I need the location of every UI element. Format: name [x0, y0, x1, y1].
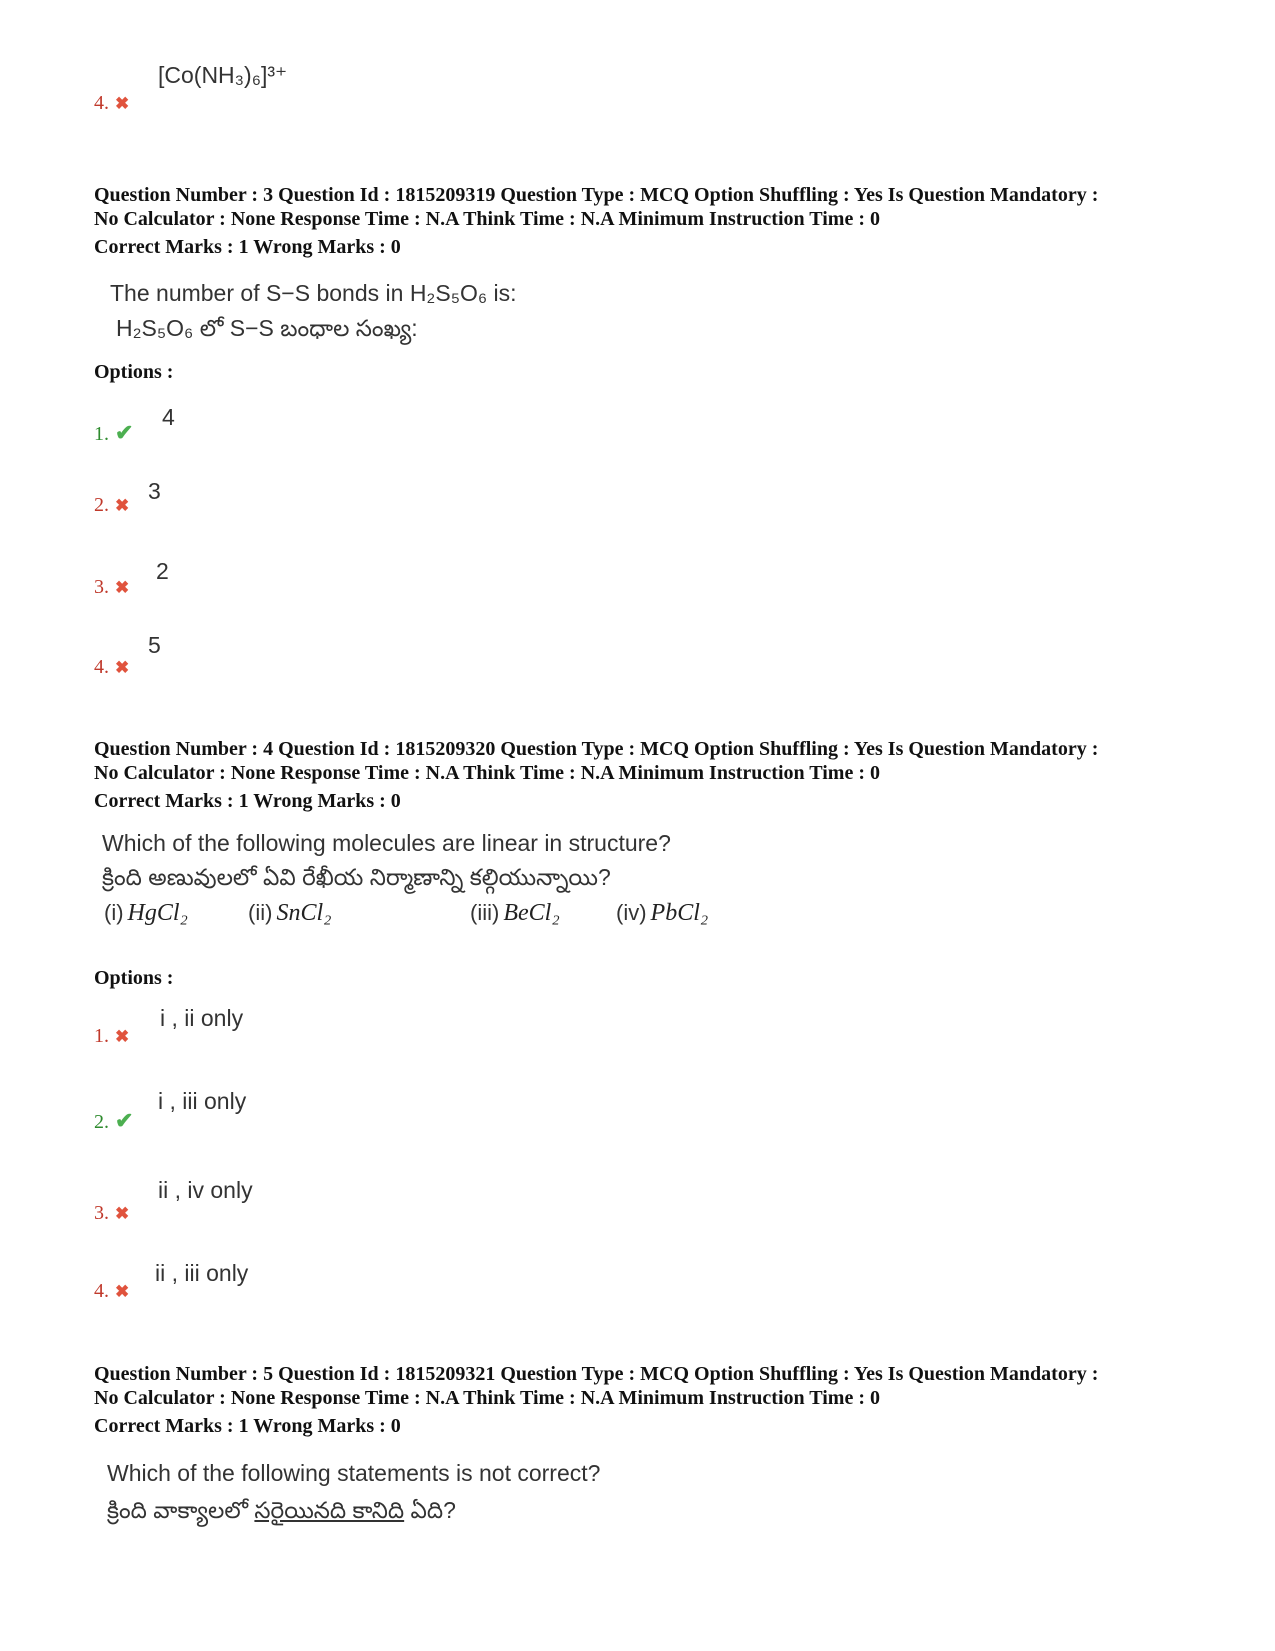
correct-check-icon: ✔ [115, 420, 134, 445]
question-5-text-english: Which of the following statements is not correct? [107, 1460, 601, 1486]
question-4-options-heading: Options : [94, 967, 174, 989]
question-4-option-2-number [94, 1108, 133, 1134]
question-4-meta-line2: No Calculator : None Response Time : N.A Think Time : N.A Minimum Instruction Time : 0 [94, 762, 880, 784]
wrong-cross-icon: ✖ [115, 1204, 130, 1223]
question-4-option-4-number [94, 1280, 129, 1303]
wrong-cross-icon: ✖ [115, 1282, 130, 1301]
telugu-text-start: క్రింది వాక్యాలలో [107, 1497, 255, 1523]
question-3-option-2-value: 3 [148, 478, 161, 504]
question-3-marks: Correct Marks : 1 Wrong Marks : 0 [94, 236, 401, 258]
molecule-item-iv [616, 900, 708, 927]
option-number: 1. [94, 1025, 109, 1047]
option-number: 3. [94, 576, 109, 598]
telugu-text-end: ఏది? [404, 1497, 456, 1523]
wrong-cross-icon: ✖ [115, 94, 130, 113]
question-3-options-heading: Options : [94, 361, 174, 383]
question-4-option-1-number [94, 1025, 129, 1048]
item-formula: PbCl₂ [650, 900, 709, 926]
option-number: 4. [94, 1280, 109, 1302]
question-3-text-telugu: H₂S₅O₆ లో S−S బంధాల సంఖ్య: [116, 315, 418, 341]
question-4-meta-line1: Question Number : 4 Question Id : 1815209320 Question Type : MCQ Option Shuffling : Yes Is Question Mandatory : [94, 738, 1099, 760]
question-4-option-2-value: i , iii only [158, 1088, 247, 1114]
option-number: 1. [94, 423, 109, 445]
option-number: 4. [94, 656, 109, 678]
question-3-meta-line1: Question Number : 3 Question Id : 1815209319 Question Type : MCQ Option Shuffling : Yes Is Question Mandatory : [94, 184, 1099, 206]
item-numeral: (i) [104, 900, 124, 925]
item-numeral: (iv) [616, 900, 647, 925]
question-5-marks: Correct Marks : 1 Wrong Marks : 0 [94, 1415, 401, 1437]
wrong-cross-icon: ✖ [115, 658, 130, 677]
option-number: 2. [94, 1111, 109, 1133]
question-3-option-3-value: 2 [156, 558, 169, 584]
question-4-marks: Correct Marks : 1 Wrong Marks : 0 [94, 790, 401, 812]
question-3-option-1-value: 4 [162, 404, 175, 430]
question-4-text-telugu: క్రింది అణువులలో ఏవి రేఖీయ నిర్మాణాన్ని కల్గియున్నాయి? [102, 864, 611, 890]
telugu-underlined-phrase: సరైయినది కానిది [254, 1497, 405, 1523]
question-5-meta-line1: Question Number : 5 Question Id : 1815209321 Question Type : MCQ Option Shuffling : Yes Is Question Mandatory : [94, 1363, 1099, 1385]
question-3-option-4-number [94, 656, 129, 679]
question-5-meta-line2: No Calculator : None Response Time : N.A Think Time : N.A Minimum Instruction Time : 0 [94, 1387, 880, 1409]
option-number: 3. [94, 1202, 109, 1224]
item-formula: BeCl₂ [503, 900, 560, 926]
item-formula: HgCl₂ [127, 900, 188, 926]
item-formula: SnCl₂ [276, 900, 332, 926]
wrong-cross-icon: ✖ [115, 578, 130, 597]
question-4-option-1-value: i , ii only [160, 1005, 244, 1031]
question-4-option-4-value: ii , iii only [155, 1260, 249, 1286]
question-3-option-4-value: 5 [148, 632, 161, 658]
option-4-number [94, 92, 129, 115]
question-3-meta-line2: No Calculator : None Response Time : N.A Think Time : N.A Minimum Instruction Time : 0 [94, 208, 880, 230]
wrong-cross-icon: ✖ [115, 496, 130, 515]
question-5-text-telugu [107, 1497, 456, 1530]
wrong-cross-icon: ✖ [115, 1027, 130, 1046]
molecule-item-i [104, 900, 188, 927]
option-number: 4. [94, 92, 109, 114]
question-4-option-3-value: ii , iv only [158, 1177, 253, 1203]
correct-check-icon: ✔ [115, 1108, 134, 1133]
question-4-text-english: Which of the following molecules are linear in structure? [102, 830, 671, 856]
molecule-item-iii [470, 900, 560, 927]
option-number: 2. [94, 494, 109, 516]
question-3-text-english: The number of S−S bonds in H₂S₅O₆ is: [110, 280, 517, 306]
question-4-option-3-number [94, 1202, 129, 1225]
question-3-option-3-number [94, 576, 129, 599]
molecule-item-ii [248, 900, 331, 927]
question-3-option-2-number [94, 494, 129, 517]
option-4-value: [Co(NH₃)₆]³⁺ [158, 62, 288, 88]
item-numeral: (iii) [470, 900, 500, 925]
item-numeral: (ii) [248, 900, 273, 925]
question-3-option-1-number [94, 420, 133, 446]
